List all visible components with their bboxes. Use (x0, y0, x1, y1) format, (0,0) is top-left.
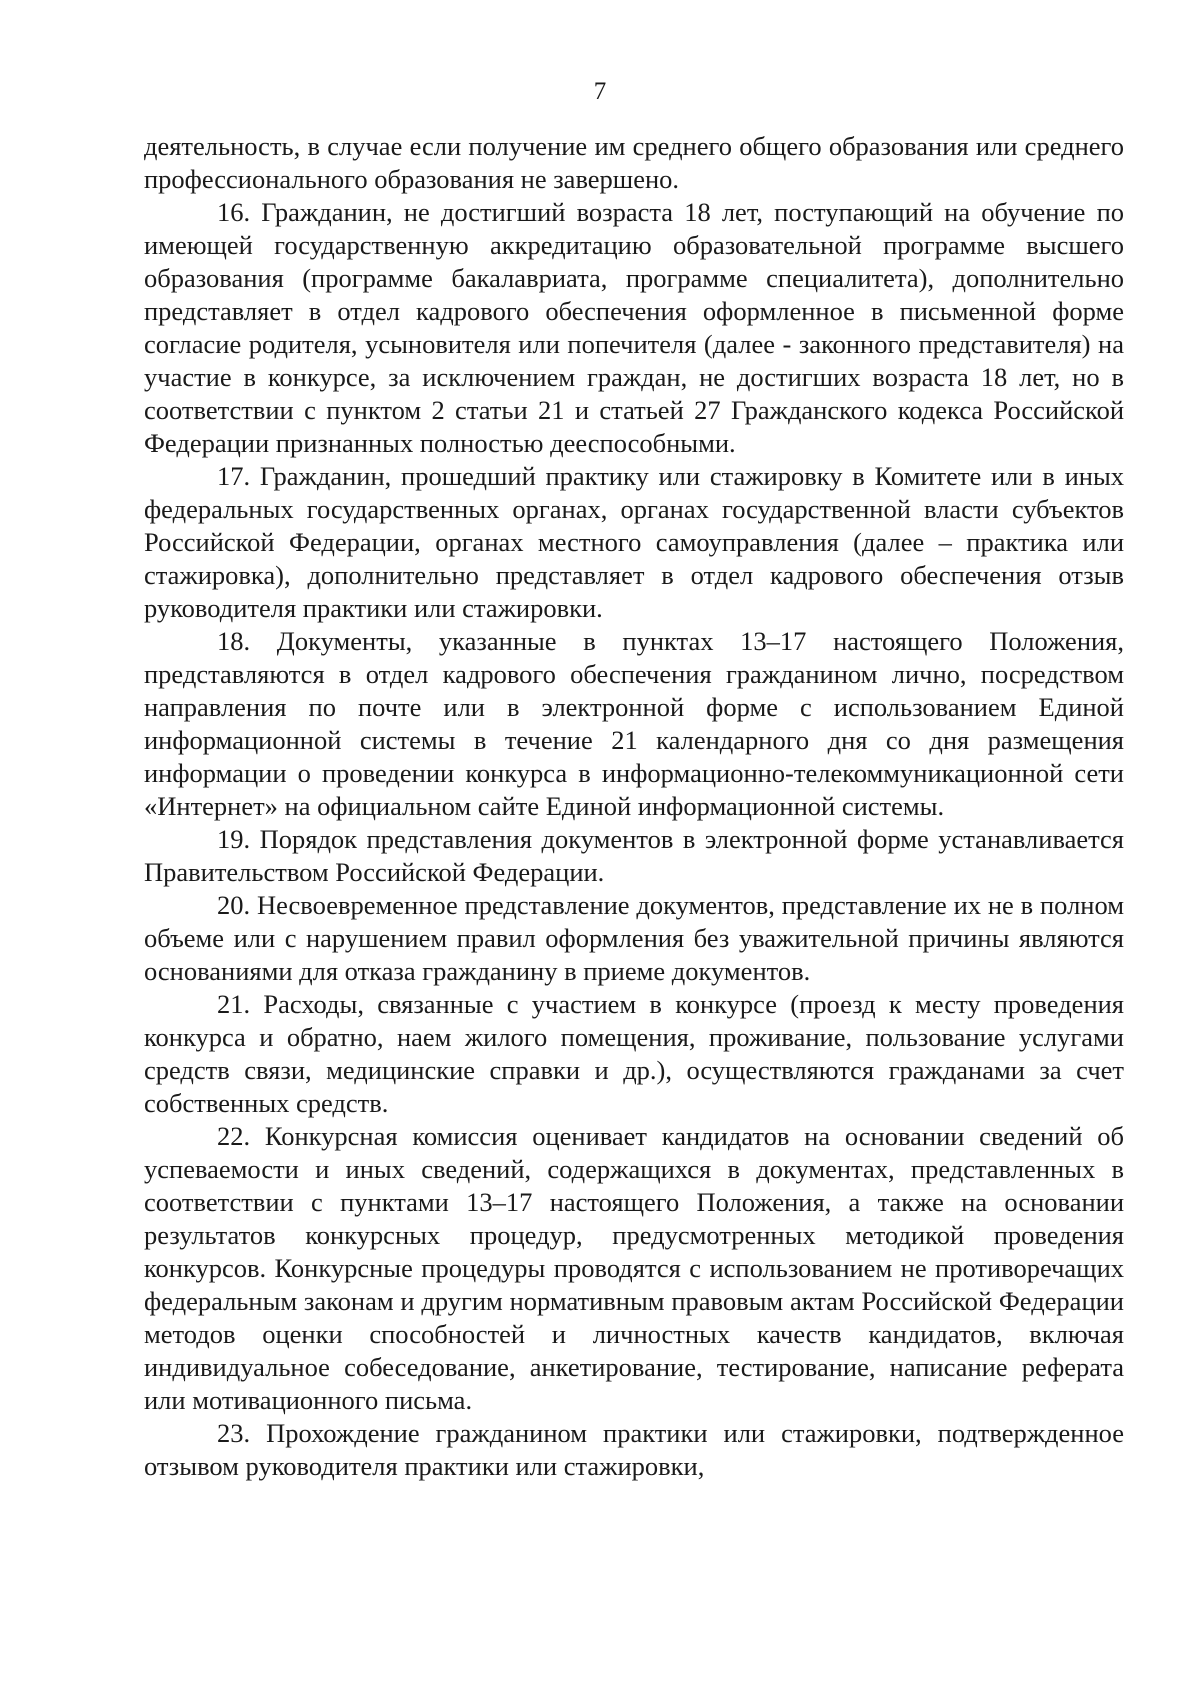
paragraph-21: 21. Расходы, связанные с участием в конкурсе (проезд к месту проведения конкурса и обратно, наем жилого помещения, проживание, пользование услугами средств связи, медицинские справки и др.), осуществляются гражданами за счет собственных средств. (144, 989, 1124, 1118)
paragraph-16: 16. Гражданин, не достигший возраста 18 лет, поступающий на обучение по имеющей государственную аккредитацию образовательной программе высшего образования (программе бакалавриата, программе специалитета), дополнительно представляет в отдел кадрового обеспечения оформленное в письменной форме согласие родителя, усыновителя или попечителя (далее - законного представителя) на участие в конкурсе, за исключением граждан, не достигших возраста 18 лет, но в соответствии с пунктом 2 статьи 21 и статьей 27 Гражданского кодекса Российской Федерации признанных полностью дееспособными. (144, 197, 1124, 458)
paragraph-17: 17. Гражданин, прошедший практику или стажировку в Комитете или в иных федеральных государственных органах, органах государственной власти субъектов Российской Федерации, органах местного самоуправления (далее – практика или стажировка), дополнительно представляет в отдел кадрового обеспечения отзыв руководителя практики или стажировки. (144, 461, 1124, 623)
paragraph-22: 22. Конкурсная комиссия оценивает кандидатов на основании сведений об успеваемости и иных сведений, содержащихся в документах, представленных в соответствии с пунктами 13–17 настоящего Положения, а также на основании результатов конкурсных процедур, предусмотренных методикой проведения конкурсов. Конкурсные процедуры проводятся с использованием не противоречащих федеральным законам и другим нормативным правовым актам Российской Федерации методов оценки способностей и личностных качеств кандидатов, включая индивидуальное собеседование, анкетирование, тестирование, написание реферата или мотивационного письма. (144, 1121, 1124, 1415)
document-body (144, 130, 1124, 1483)
paragraph-15-continuation: деятельность, в случае если получение им среднего общего образования или среднего профессионального образования не завершено. (144, 131, 1124, 194)
page-number: 7 (593, 78, 607, 105)
paragraph-19: 19. Порядок представления документов в электронной форме устанавливается Правительством Российской Федерации. (144, 824, 1124, 887)
paragraph-23: 23. Прохождение гражданином практики или стажировки, подтвержденное отзывом руководителя практики или стажировки, (144, 1418, 1124, 1481)
paragraph-18: 18. Документы, указанные в пунктах 13–17 настоящего Положения, представляются в отдел кадрового обеспечения гражданином лично, посредством направления по почте или в электронной форме с использованием Единой информационной системы в течение 21 календарного дня со дня размещения информации о проведении конкурса в информационно-телекоммуникационной сети «Интернет» на официальном сайте Единой информационной системы. (144, 626, 1124, 821)
paragraph-20: 20. Несвоевременное представление документов, представление их не в полном объеме или с нарушением правил оформления без уважительной причины являются основаниями для отказа гражданину в приеме документов. (144, 890, 1124, 986)
